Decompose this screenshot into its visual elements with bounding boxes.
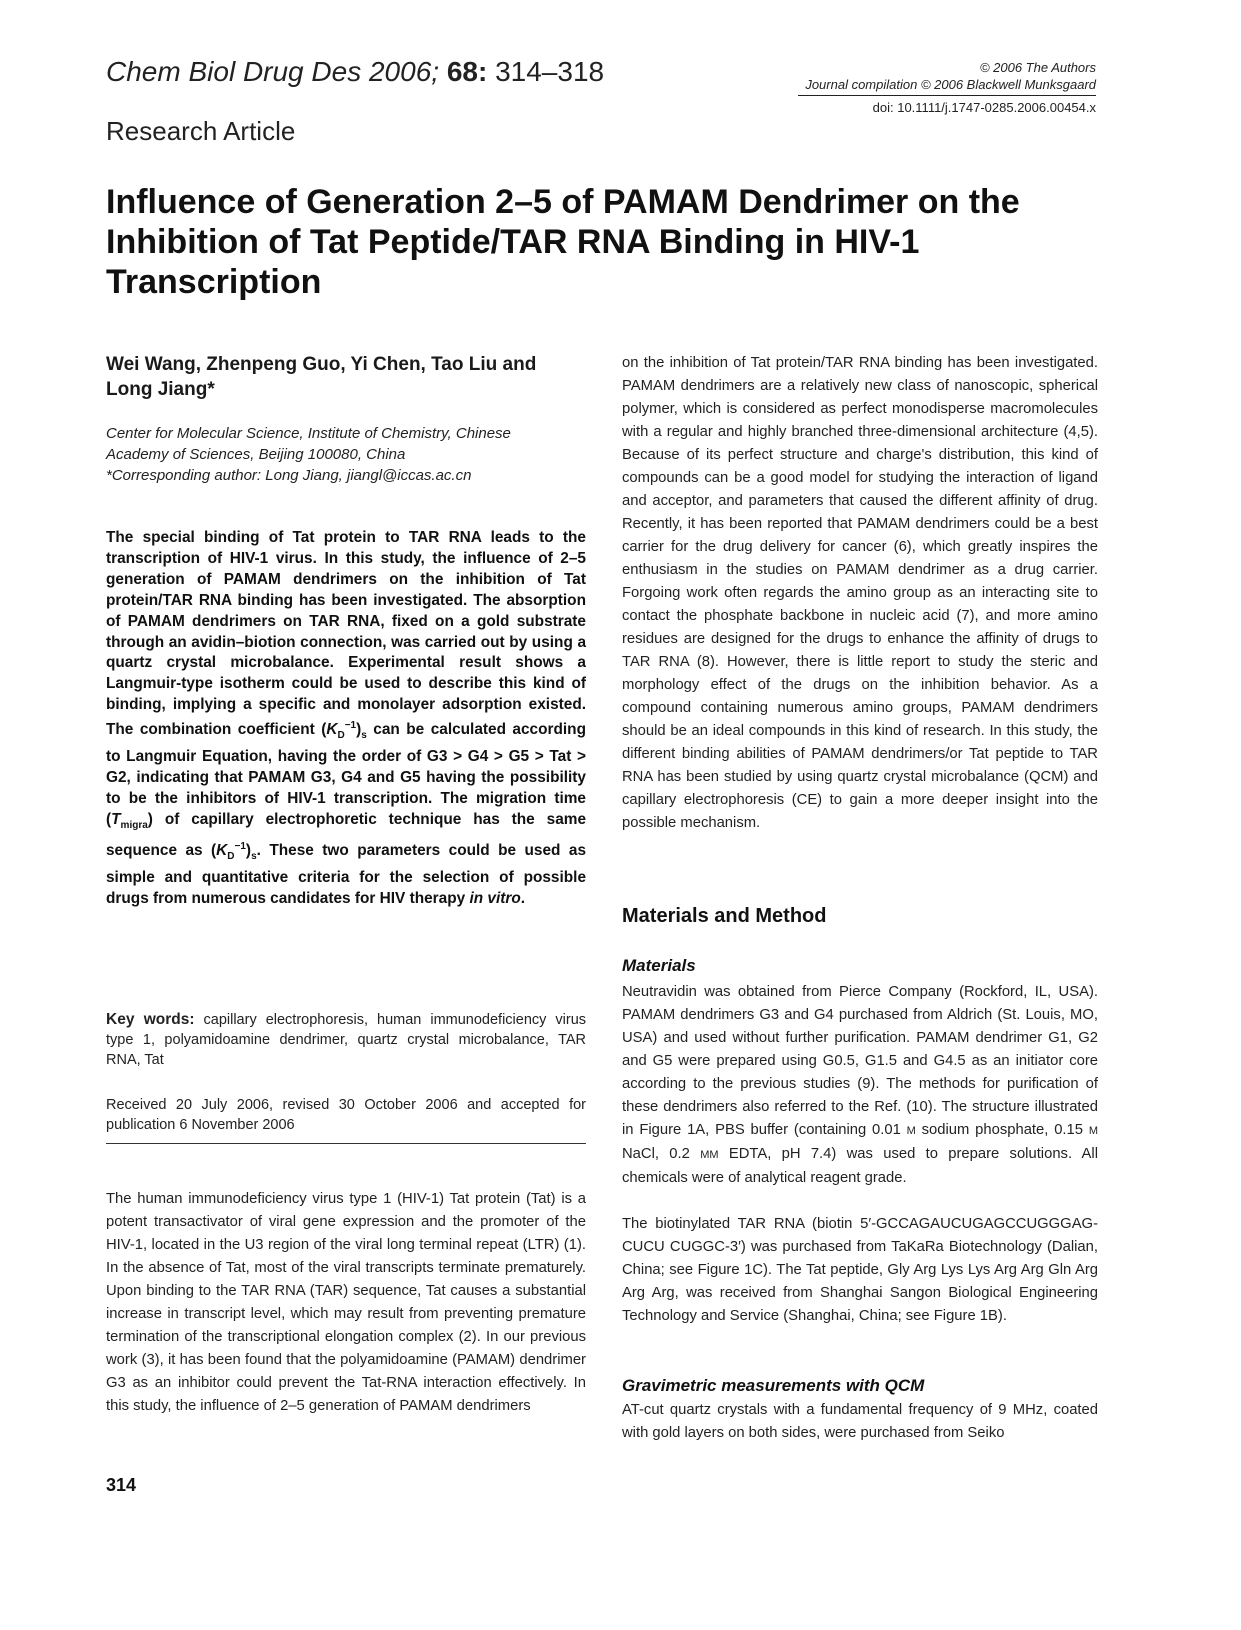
affiliation-line: Academy of Sciences, Beijing 100080, China — [106, 446, 406, 463]
subsection-heading-materials: Materials — [622, 956, 696, 975]
journal-name: Chem Biol Drug Des 2006; — [106, 56, 440, 87]
subsection-heading-gravimetric: Gravimetric measurements with QCM — [622, 1376, 925, 1395]
abstract: The special binding of Tat protein to TAR RNA leads to the transcription of HIV-1 virus. In this study, the influence of 2–5 generation of PAMAM dendrimers on the inhibition of Tat protein/TAR RNA binding has been investigated. The absorption of PAMAM dendrimers on TAR RNA, fixed on a gold substrate through an avidin–biotion connection, was carried out by using a quartz crystal microbalance. Experimental result shows a Langmuir-type isotherm could be used to describe this kind of binding, implying a specific and monolayer adsorption existed. The combination coefficient $(K_D^{-1})_s$ can be calculated according to Langmuir Equation, having the order of G3 > G4 > G5 > Tat > G2, indicating that PAMAM G3, G4 and G5 having the possibility to be the inhibitors of HIV-1 transcription. The migration time $(T_{migra})$ of capillary electrophoretic technique has the same sequence as $(K_D^{-1})_s$. These two parameters could be used as simple and quantitative criteria for the selection of possible drugs from numerous candidates for HIV therapy in vitro. — [106, 529, 587, 907]
journal-compilation-line: Journal compilation © 2006 Blackwell Munksgaard — [805, 77, 1096, 92]
journal-volume: 68: — [446, 56, 488, 87]
page-number: 314 — [106, 1475, 137, 1495]
journal-pages: 314–318 — [495, 56, 605, 87]
doi-link[interactable]: doi: 10.1111/j.1747-0285.2006.00454.x — [798, 95, 1096, 116]
gravimetric-paragraph: AT-cut quartz crystals with a fundamental frequency of 9 MHz, coated with gold layers on both sides, were purchased from Seiko — [622, 1402, 1098, 1441]
corresponding-author: *Corresponding author: Long Jiang, jiangl@iccas.ac.cn — [106, 467, 472, 484]
affiliation — [106, 423, 586, 486]
materials-paragraph: Neutravidin was obtained from Pierce Company (Rockford, IL, USA). PAMAM dendrimers G3 and G4 purchased from Aldrich (St. Louis, MO, USA) and used without further purification. PAMAM dendrimer G1, G2 and G5 were prepared using G0.5, G1.5 and G4.5 as an initiator core according to the previous studies (9). The methods for purification of these dendrimers also referred to the Ref. (10). The structure illustrated in Figure 1A, PBS buffer (containing 0.01 M sodium phosphate, 0.15 M NaCl, 0.2 MM EDTA, pH 7.4) was used to prepare solutions. All chemicals were of analytical reagent grade. — [622, 984, 1098, 1186]
keywords-text: capillary electrophoresis, human immunodeficiency virus type 1, polyamidoamine dendrimer, quartz crystal microbalance, TAR RNA, Tat — [106, 1012, 587, 1068]
received-dates: Received 20 July 2006, revised 30 October 2006 and accepted for publication 6 November 2006 — [106, 1097, 586, 1133]
divider — [106, 1143, 586, 1144]
author-list: Wei Wang, Zhenpeng Guo, Yi Chen, Tao Liu and Long Jiang* — [106, 354, 537, 400]
materials-paragraph: The biotinylated TAR RNA (biotin 5′-GCCAGAUCUGAGCCUGGGAG-CUCU CUGGC-3′) was purchased from TaKaRa Biotechnology (Dalian, China; see Figure 1C). The Tat peptide, Gly Arg Lys Lys Arg Arg Gln Arg Arg Arg, was received from Shanghai Sangon Biological Engineering Technology and Service (Shanghai, China; see Figure 1B). — [622, 1216, 1098, 1324]
introduction-text-continued: on the inhibition of Tat protein/TAR RNA binding has been investigated. PAMAM dendrimers are a relatively new class of nanoscopic, spherical polymer, which is considered as perfect monodisperse macromolecules with a regular and highly branched three-dimensional architecture (4,5). Because of its perfect structure and charge's distribution, this kind of compounds can be a good model for studying the interaction of ligand and acceptor, and parameters that caused the different affinity of drug. Recently, it has been reported that PAMAM dendrimers could be a best carrier for the drug delivery for cancer (6), which greatly inspires the enthusiasm in the studies on PAMAM dendrimer as a drug carrier. Forgoing work often regards the amino group as an interacting site to contact the phosphate backbone in nucleic acid (7), and more amino residues are designed for the drugs to enhance the affinity of drugs to TAR RNA (8). However, there is little report to study the steric and morphology effect of the drugs on the inhibition behavior. As a compound containing numerous amino groups, PAMAM dendrimers should be an ideal compounds in this kind of research. In this study, the different binding abilities of PAMAM dendrimers/or Tat peptide to TAR RNA has been studied by using quartz crystal microbalance (QCM) and capillary electrophoresis (CE) to gain a more deeper insight into the possible mechanism. — [622, 355, 1098, 831]
section-heading-materials-and-method: Materials and Method — [622, 905, 827, 927]
affiliation-line: Center for Molecular Science, Institute of Chemistry, Chinese — [106, 425, 511, 442]
keywords — [106, 1010, 586, 1070]
copyright-line: © 2006 The Authors — [979, 60, 1096, 75]
introduction-text: The human immunodeficiency virus type 1 (HIV-1) Tat protein (Tat) is a potent transactivator of viral gene expression and the promoter of the HIV-1, located in the U3 region of the viral long terminal repeat (LTR) (1). In the absence of Tat, most of the viral transcripts terminate prematurely. Upon binding to the TAR RNA (TAR) sequence, Tat causes a substantial increase in transcript level, which may result from preventing premature termination of the transcriptional elongation complex (2). In our previous work (3), it has been found that the polyamidoamine (PAMAM) dendrimer G3 as an inhibitor could prevent the Tat-RNA interaction effectively. In this study, the influence of 2–5 generation of PAMAM dendrimers — [106, 1191, 586, 1414]
keywords-label: Key words: — [106, 1011, 195, 1028]
article-title: Influence of Generation 2–5 of PAMAM Dendrimer on the Inhibition of Tat Peptide/TAR RNA Binding in HIV-1 Transcription — [106, 183, 1020, 301]
journal-citation — [106, 56, 604, 88]
copyright-block — [798, 59, 1096, 116]
article-type: Research Article — [106, 116, 296, 146]
